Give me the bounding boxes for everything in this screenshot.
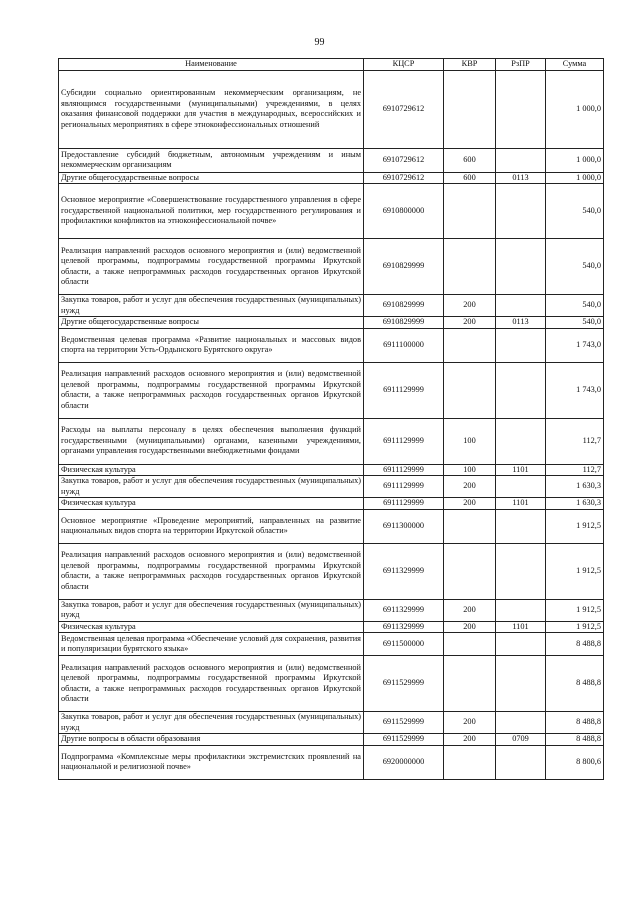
table-row	[59, 734, 604, 746]
page-number: 99	[314, 37, 325, 48]
cell-kcsr: 6911529999	[364, 656, 444, 712]
cell-rzpr	[496, 70, 546, 148]
cell-kvr	[444, 745, 496, 779]
cell-sum: 112,7	[546, 464, 604, 476]
table-row	[59, 633, 604, 656]
cell-kcsr: 6910729612	[364, 172, 444, 184]
cell-name: Реализация направлений расходов основного мероприятия и (или) ведомственной целевой программы, подпрограммы государственной программы Иркутской области, а также непрограммных расходов государственных органов Иркутской области	[59, 239, 364, 295]
cell-name: Субсидии социально ориентированным некоммерческим организациям, не являющимся государственными (муниципальными) учреждениями, в целях оказания финансовой поддержки для участия в международных, всероссийских и региональных мероприятиях в сфере этноконфессиональных отношений	[59, 70, 364, 148]
cell-name: Основное мероприятие «Проведение мероприятий, направленных на развитие национальных видов спорта на территории Иркутской области»	[59, 509, 364, 543]
cell-rzpr	[496, 712, 546, 734]
cell-name: Предоставление субсидий бюджетным, автономным учреждениям и иным некоммерческим организациям	[59, 148, 364, 172]
cell-rzpr	[496, 745, 546, 779]
cell-kcsr: 6911129999	[364, 476, 444, 498]
cell-kcsr: 6910829999	[364, 239, 444, 295]
cell-rzpr	[496, 633, 546, 656]
cell-kvr	[444, 328, 496, 362]
cell-rzpr	[496, 599, 546, 621]
cell-rzpr	[496, 543, 546, 599]
cell-kvr	[444, 184, 496, 239]
cell-kvr: 600	[444, 172, 496, 184]
cell-rzpr	[496, 295, 546, 317]
cell-rzpr	[496, 656, 546, 712]
cell-kcsr: 6911329999	[364, 543, 444, 599]
cell-rzpr	[496, 184, 546, 239]
cell-sum: 1 912,5	[546, 509, 604, 543]
cell-name: Закупка товаров, работ и услуг для обеспечения государственных (муниципальных) нужд	[59, 295, 364, 317]
table-row	[59, 745, 604, 779]
cell-sum: 1 743,0	[546, 362, 604, 418]
table-header-row	[59, 59, 604, 71]
cell-kvr: 100	[444, 464, 496, 476]
header-kcsr: КЦСР	[364, 59, 444, 71]
cell-rzpr: 1101	[496, 621, 546, 633]
cell-rzpr: 0113	[496, 317, 546, 329]
cell-kvr	[444, 633, 496, 656]
cell-sum: 112,7	[546, 418, 604, 464]
table-row	[59, 621, 604, 633]
cell-kvr: 100	[444, 418, 496, 464]
cell-kcsr: 6910729612	[364, 70, 444, 148]
cell-kcsr: 6911129999	[364, 498, 444, 510]
table-row	[59, 498, 604, 510]
cell-kcsr: 6911529999	[364, 712, 444, 734]
cell-kcsr: 6911329999	[364, 599, 444, 621]
cell-sum: 1 000,0	[546, 172, 604, 184]
cell-kcsr: 6911300000	[364, 509, 444, 543]
cell-name: Закупка товаров, работ и услуг для обеспечения государственных (муниципальных) нужд	[59, 476, 364, 498]
cell-sum: 540,0	[546, 239, 604, 295]
cell-kvr	[444, 362, 496, 418]
cell-rzpr: 1101	[496, 498, 546, 510]
table-row	[59, 239, 604, 295]
header-kvr: КВР	[444, 59, 496, 71]
cell-rzpr: 1101	[496, 464, 546, 476]
cell-name: Закупка товаров, работ и услуг для обеспечения государственных (муниципальных) нужд	[59, 712, 364, 734]
table-row	[59, 464, 604, 476]
table-row	[59, 317, 604, 329]
table-row	[59, 476, 604, 498]
table-row	[59, 362, 604, 418]
cell-sum: 8 488,8	[546, 712, 604, 734]
cell-sum: 1 912,5	[546, 543, 604, 599]
cell-kcsr: 6911129999	[364, 464, 444, 476]
header-name: Наименование	[59, 59, 364, 71]
cell-kvr: 200	[444, 621, 496, 633]
table-row	[59, 543, 604, 599]
cell-kvr	[444, 656, 496, 712]
cell-sum: 540,0	[546, 317, 604, 329]
cell-kcsr: 6911129999	[364, 362, 444, 418]
cell-sum: 1 000,0	[546, 148, 604, 172]
table-row	[59, 656, 604, 712]
cell-rzpr	[496, 239, 546, 295]
table-row	[59, 599, 604, 621]
cell-kvr: 200	[444, 295, 496, 317]
cell-kvr	[444, 239, 496, 295]
table-row	[59, 712, 604, 734]
cell-name: Другие общегосударственные вопросы	[59, 317, 364, 329]
cell-rzpr	[496, 476, 546, 498]
cell-sum: 8 488,8	[546, 656, 604, 712]
cell-name: Основное мероприятие «Совершенствование государственного управления в сфере государственной национальной политики, мер государственного регулирования и профилактики конфликтов на этноконфессиональной почве»	[59, 184, 364, 239]
cell-rzpr	[496, 418, 546, 464]
cell-kvr: 200	[444, 317, 496, 329]
cell-kvr	[444, 509, 496, 543]
cell-sum: 1 630,3	[546, 476, 604, 498]
table-row	[59, 172, 604, 184]
cell-sum: 8 488,8	[546, 633, 604, 656]
table-row	[59, 509, 604, 543]
cell-name: Расходы на выплаты персоналу в целях обеспечения выполнения функций государственными (муниципальными) органами, казенными учреждениями, органами управления государственными внебюджетными фондами	[59, 418, 364, 464]
cell-rzpr: 0113	[496, 172, 546, 184]
header-sum: Сумма	[546, 59, 604, 71]
cell-kvr: 200	[444, 734, 496, 746]
table-body	[59, 70, 604, 779]
table-row	[59, 328, 604, 362]
cell-kvr: 600	[444, 148, 496, 172]
cell-kvr: 200	[444, 498, 496, 510]
cell-name: Ведомственная целевая программа «Развитие национальных и массовых видов спорта на территории Усть-Ордынского Бурятского округа»	[59, 328, 364, 362]
cell-name: Закупка товаров, работ и услуг для обеспечения государственных (муниципальных) нужд	[59, 599, 364, 621]
cell-name: Другие вопросы в области образования	[59, 734, 364, 746]
cell-sum: 1 912,5	[546, 621, 604, 633]
cell-kcsr: 6910829999	[364, 317, 444, 329]
header-rzpr: РзПР	[496, 59, 546, 71]
cell-kcsr: 6920000000	[364, 745, 444, 779]
cell-kcsr: 6911100000	[364, 328, 444, 362]
cell-kcsr: 6910829999	[364, 295, 444, 317]
table-row	[59, 70, 604, 148]
cell-rzpr	[496, 328, 546, 362]
cell-kcsr: 6910729612	[364, 148, 444, 172]
cell-sum: 1 743,0	[546, 328, 604, 362]
cell-kvr	[444, 543, 496, 599]
cell-rzpr	[496, 509, 546, 543]
cell-sum: 540,0	[546, 184, 604, 239]
cell-sum: 540,0	[546, 295, 604, 317]
cell-kvr	[444, 70, 496, 148]
cell-name: Физическая культура	[59, 621, 364, 633]
cell-sum: 1 630,3	[546, 498, 604, 510]
cell-sum: 1 000,0	[546, 70, 604, 148]
cell-name: Реализация направлений расходов основного мероприятия и (или) ведомственной целевой программы, подпрограммы государственной программы Иркутской области, а также непрограммных расходов государственных органов Иркутской области	[59, 543, 364, 599]
cell-name: Другие общегосударственные вопросы	[59, 172, 364, 184]
table-row	[59, 148, 604, 172]
table-row	[59, 184, 604, 239]
budget-table	[58, 58, 604, 780]
cell-kcsr: 6910800000	[364, 184, 444, 239]
cell-kcsr: 6911529999	[364, 734, 444, 746]
cell-rzpr	[496, 362, 546, 418]
cell-kvr: 200	[444, 599, 496, 621]
cell-kvr: 200	[444, 712, 496, 734]
cell-kcsr: 6911500000	[364, 633, 444, 656]
cell-kcsr: 6911129999	[364, 418, 444, 464]
cell-name: Реализация направлений расходов основного мероприятия и (или) ведомственной целевой программы, подпрограммы государственной программы Иркутской области, а также непрограммных расходов государственных органов Иркутской области	[59, 362, 364, 418]
cell-rzpr: 0709	[496, 734, 546, 746]
table-row	[59, 295, 604, 317]
cell-name: Подпрограмма «Комплексные меры профилактики экстремистских проявлений на национальной и религиозной почве»	[59, 745, 364, 779]
table-row	[59, 418, 604, 464]
cell-name: Физическая культура	[59, 464, 364, 476]
cell-kcsr: 6911329999	[364, 621, 444, 633]
cell-name: Ведомственная целевая программа «Обеспечение условий для сохранения, развития и популяризации бурятского языка»	[59, 633, 364, 656]
cell-sum: 1 912,5	[546, 599, 604, 621]
cell-sum: 8 800,6	[546, 745, 604, 779]
cell-name: Физическая культура	[59, 498, 364, 510]
cell-kvr: 200	[444, 476, 496, 498]
cell-sum: 8 488,8	[546, 734, 604, 746]
cell-rzpr	[496, 148, 546, 172]
cell-name: Реализация направлений расходов основного мероприятия и (или) ведомственной целевой программы, подпрограммы государственной программы Иркутской области, а также непрограммных расходов государственных органов Иркутской области	[59, 656, 364, 712]
